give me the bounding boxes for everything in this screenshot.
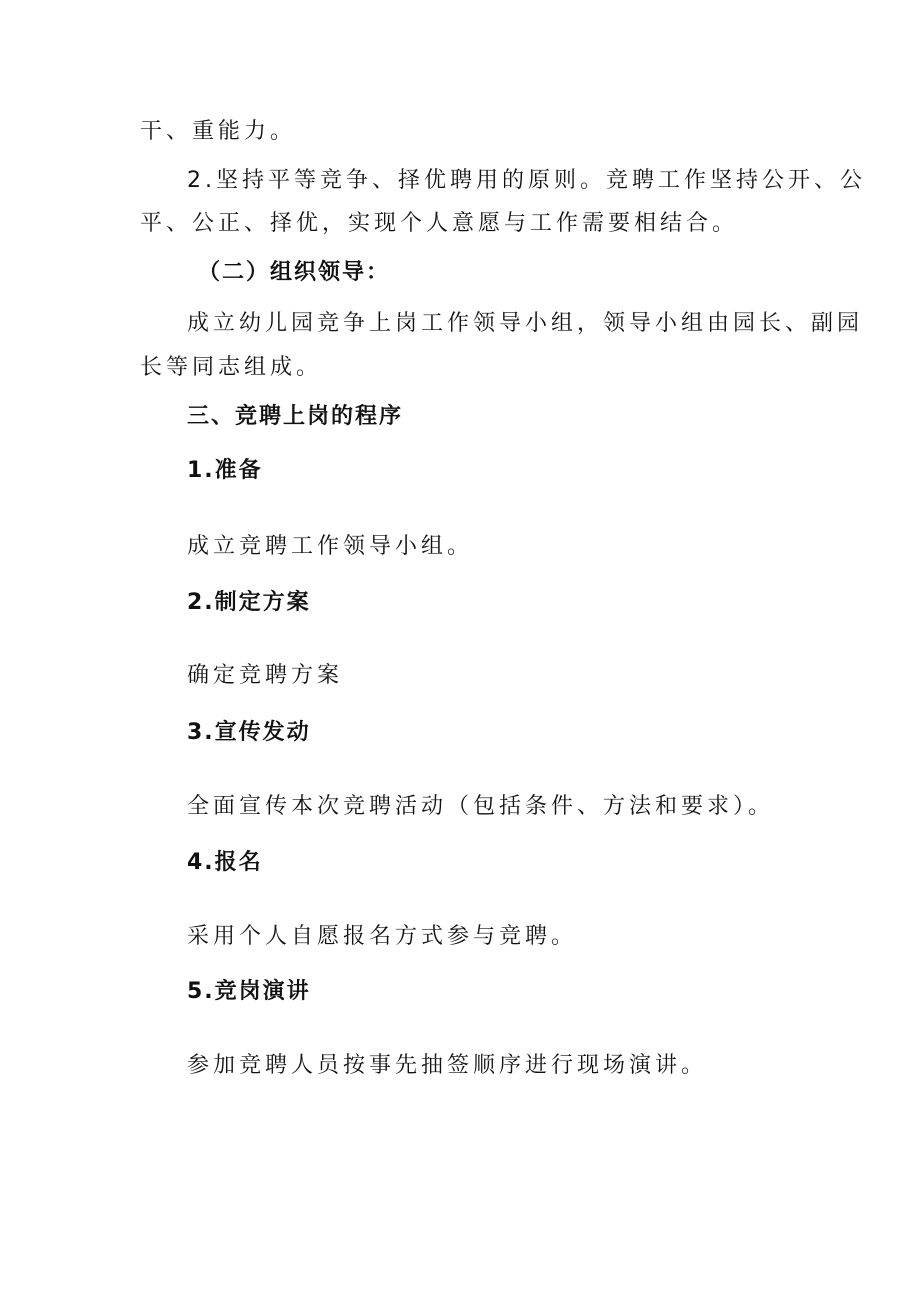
step-heading-publicity: 3.宣传发动 [187,720,311,745]
section-heading-organization: （二）组织领导： [198,260,391,285]
step-heading-plan: 2.制定方案 [187,590,311,615]
paragraph-continuation: 干、重能力。 [140,119,297,144]
step-text-prepare: 成立竞聘工作领导小组。 [187,534,474,559]
paragraph-item-2-continuation: 平、公正、择优，实现个人意愿与工作需要相结合。 [140,211,739,236]
step-text-register: 采用个人自愿报名方式参与竞聘。 [187,924,578,949]
paragraph-organization-continuation: 长等同志组成。 [140,355,323,380]
step-text-speech: 参加竞聘人员按事先抽签顺序进行现场演讲。 [187,1053,708,1078]
step-heading-prepare: 1.准备 [187,458,263,483]
step-heading-register: 4.报名 [187,850,263,875]
paragraph-organization: 成立幼儿园竞争上岗工作领导小组，领导小组由园长、副园 [187,311,864,336]
step-text-plan: 确定竞聘方案 [187,663,344,688]
section-heading-procedure: 三、竞聘上岗的程序 [187,404,404,429]
paragraph-item-2: 2.坚持平等竞争、择优聘用的原则。竞聘工作坚持公开、公 [187,168,866,193]
step-text-publicity: 全面宣传本次竞聘活动（包括条件、方法和要求）。 [187,794,775,819]
step-heading-speech: 5.竞岗演讲 [187,979,311,1004]
